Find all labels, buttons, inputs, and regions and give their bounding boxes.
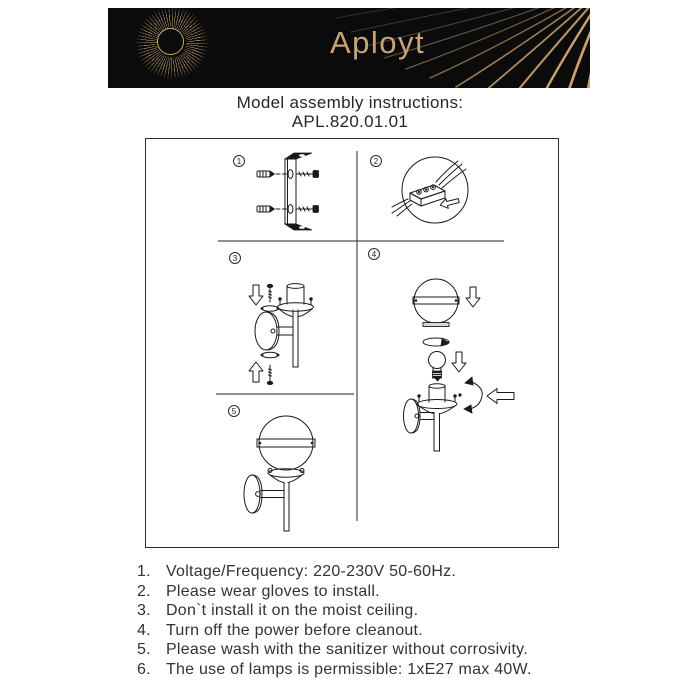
instruction-item xyxy=(137,621,587,641)
instruction-text: Don`t install it on the moist ceiling. xyxy=(166,602,419,619)
doc-title: Model assembly instructions: xyxy=(236,93,464,112)
step-4-panel xyxy=(404,279,515,451)
step-4-badge: 4 xyxy=(371,250,377,259)
step-3-panel xyxy=(249,284,314,385)
instruction-list xyxy=(137,562,587,679)
banner-rays-icon xyxy=(108,8,590,88)
step-5-panel xyxy=(244,416,315,531)
instruction-text: The use of lamps is permissible: 1xE27 max 40W. xyxy=(166,660,532,678)
instruction-number: 2. xyxy=(137,582,151,600)
instruction-number: 6. xyxy=(137,660,151,678)
instruction-item xyxy=(137,582,587,602)
instruction-item xyxy=(137,601,587,621)
doc-title-block xyxy=(0,93,700,131)
model-number: APL.820.01.01 xyxy=(291,112,409,131)
step-5-badge: 5 xyxy=(231,407,237,416)
brand-wordmark: Aployt xyxy=(330,25,426,60)
instruction-number: 5. xyxy=(137,641,151,658)
instruction-text: Please wear gloves to install. xyxy=(166,582,380,600)
step-1-panel xyxy=(257,153,319,230)
instruction-number: 3. xyxy=(137,602,151,619)
brand-banner xyxy=(108,8,590,88)
step-badges xyxy=(229,156,382,417)
instruction-number: 4. xyxy=(137,621,151,639)
step-2-badge: 2 xyxy=(373,157,379,166)
instruction-text: Please wash with the sanitizer without corrosivity. xyxy=(166,641,528,658)
assembly-diagram xyxy=(145,138,559,548)
instruction-item xyxy=(137,640,587,660)
instruction-item xyxy=(137,660,587,680)
instruction-text: Voltage/Frequency: 220-230V 50-60Hz. xyxy=(166,563,457,580)
step-1-badge: 1 xyxy=(236,157,242,166)
instruction-text: Turn off the power before cleanout. xyxy=(166,621,423,639)
instruction-item xyxy=(137,562,587,582)
instruction-number: 1. xyxy=(137,563,151,580)
step-2-panel xyxy=(392,157,468,223)
step-3-badge: 3 xyxy=(232,254,238,263)
